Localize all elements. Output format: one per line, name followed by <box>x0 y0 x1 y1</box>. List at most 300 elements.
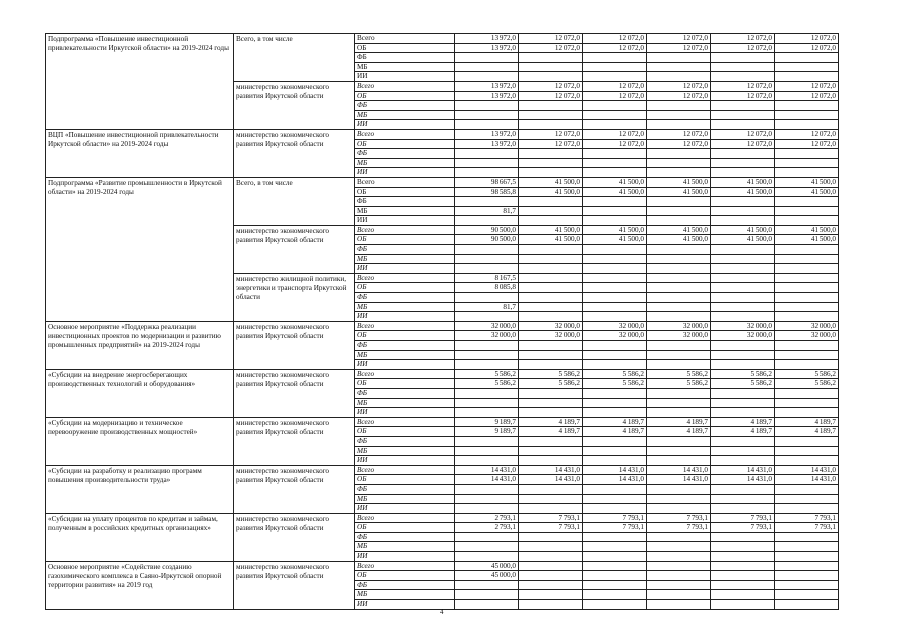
amount-cell: 14 431,0 <box>711 465 775 475</box>
amount-cell <box>583 206 647 216</box>
amount-cell <box>647 72 711 82</box>
amount-cell: 41 500,0 <box>647 235 711 245</box>
amount-cell: 5 586,2 <box>775 379 839 389</box>
executor-cell: Всего, в том числе <box>234 34 355 82</box>
amount-cell <box>711 504 775 514</box>
amount-cell <box>455 350 519 360</box>
funding-source-cell: ФБ <box>355 484 455 494</box>
amount-cell: 13 972,0 <box>455 129 519 139</box>
amount-cell <box>711 561 775 571</box>
amount-cell <box>647 245 711 255</box>
amount-cell <box>583 408 647 418</box>
program-name-cell: «Субсидии на уплату процентов по кредитам и займам, полученным в российских кредитных организациях» <box>46 513 234 561</box>
amount-cell <box>775 484 839 494</box>
funding-source-cell: ФБ <box>355 341 455 351</box>
amount-cell <box>519 62 583 72</box>
amount-cell <box>455 600 519 610</box>
amount-cell: 12 072,0 <box>647 43 711 53</box>
amount-cell <box>775 341 839 351</box>
amount-cell <box>711 341 775 351</box>
funding-source-cell: ОБ <box>355 187 455 197</box>
program-name-cell: «Субсидии на модернизацию и техническое перевооружение производственных мощностей» <box>46 417 234 465</box>
program-name-cell: Основное мероприятие «Поддержка реализации инвестиционных проектов по модернизации и развитию промышленных предприятий» на 2019-2024 годы <box>46 321 234 369</box>
amount-cell <box>583 590 647 600</box>
budget-table-body <box>46 34 839 610</box>
amount-cell: 7 793,1 <box>647 523 711 533</box>
funding-source-cell: ОБ <box>355 139 455 149</box>
amount-cell <box>647 360 711 370</box>
amount-cell <box>711 580 775 590</box>
amount-cell <box>455 436 519 446</box>
amount-cell <box>519 388 583 398</box>
amount-cell: 98 667,5 <box>455 177 519 187</box>
funding-source-cell: ИИ <box>355 360 455 370</box>
amount-cell: 41 500,0 <box>647 187 711 197</box>
amount-cell <box>455 264 519 274</box>
funding-source-cell: ИИ <box>355 120 455 130</box>
amount-cell <box>775 446 839 456</box>
amount-cell: 81,7 <box>455 302 519 312</box>
amount-cell <box>711 197 775 207</box>
amount-cell <box>455 110 519 120</box>
funding-source-cell: Всего <box>355 513 455 523</box>
funding-source-cell: Всего <box>355 321 455 331</box>
amount-cell <box>775 120 839 130</box>
amount-cell <box>775 532 839 542</box>
funding-source-cell: ФБ <box>355 436 455 446</box>
table-row <box>46 465 839 475</box>
amount-cell <box>775 264 839 274</box>
amount-cell <box>647 590 711 600</box>
funding-source-cell: ИИ <box>355 312 455 322</box>
amount-cell <box>455 580 519 590</box>
funding-source-cell: ИИ <box>355 264 455 274</box>
amount-cell <box>775 561 839 571</box>
amount-cell <box>455 53 519 63</box>
amount-cell <box>583 283 647 293</box>
amount-cell <box>519 350 583 360</box>
amount-cell <box>455 62 519 72</box>
amount-cell: 5 586,2 <box>455 379 519 389</box>
amount-cell <box>775 283 839 293</box>
amount-cell <box>775 436 839 446</box>
amount-cell: 2 793,1 <box>455 523 519 533</box>
funding-source-cell: Всего <box>355 34 455 44</box>
amount-cell <box>455 168 519 178</box>
amount-cell <box>711 408 775 418</box>
executor-cell: министерство жилищной политики, энергетики и транспорта Иркутской области <box>234 273 355 321</box>
amount-cell <box>455 542 519 552</box>
amount-cell: 12 072,0 <box>711 139 775 149</box>
amount-cell <box>455 120 519 130</box>
amount-cell: 41 500,0 <box>775 235 839 245</box>
funding-source-cell: Всего <box>355 129 455 139</box>
amount-cell <box>711 600 775 610</box>
amount-cell: 5 586,2 <box>711 369 775 379</box>
table-row <box>46 321 839 331</box>
amount-cell <box>647 552 711 562</box>
amount-cell <box>519 398 583 408</box>
amount-cell <box>583 580 647 590</box>
amount-cell: 12 072,0 <box>583 43 647 53</box>
executor-cell: министерство экономического развития Иркутской области <box>234 465 355 513</box>
amount-cell <box>711 101 775 111</box>
amount-cell: 12 072,0 <box>647 91 711 101</box>
amount-cell: 32 000,0 <box>455 321 519 331</box>
amount-cell <box>519 158 583 168</box>
amount-cell <box>647 120 711 130</box>
funding-source-cell: Всего <box>355 273 455 283</box>
amount-cell: 32 000,0 <box>647 321 711 331</box>
amount-cell <box>455 149 519 159</box>
amount-cell <box>711 120 775 130</box>
funding-source-cell: МБ <box>355 494 455 504</box>
amount-cell <box>519 101 583 111</box>
funding-source-cell: ИИ <box>355 168 455 178</box>
amount-cell <box>583 504 647 514</box>
amount-cell <box>775 542 839 552</box>
amount-cell <box>647 350 711 360</box>
amount-cell <box>455 388 519 398</box>
amount-cell <box>711 72 775 82</box>
table-row <box>46 513 839 523</box>
amount-cell: 8 085,8 <box>455 283 519 293</box>
amount-cell: 45 000,0 <box>455 571 519 581</box>
amount-cell <box>711 446 775 456</box>
amount-cell <box>583 341 647 351</box>
program-name-cell: Основное мероприятие «Содействие созданию газохимического комплекса в Саяно-Иркутской опорной территории развития» на 2019 год <box>46 561 234 609</box>
amount-cell: 12 072,0 <box>775 34 839 44</box>
amount-cell <box>583 600 647 610</box>
funding-source-cell: ФБ <box>355 149 455 159</box>
table-row <box>46 34 839 44</box>
amount-cell <box>519 600 583 610</box>
amount-cell <box>647 436 711 446</box>
executor-cell: министерство экономического развития Иркутской области <box>234 417 355 465</box>
funding-source-cell: ИИ <box>355 456 455 466</box>
amount-cell: 13 972,0 <box>455 91 519 101</box>
table-row <box>46 561 839 571</box>
amount-cell <box>647 216 711 226</box>
funding-source-cell: ИИ <box>355 408 455 418</box>
amount-cell <box>775 600 839 610</box>
amount-cell: 14 431,0 <box>455 475 519 485</box>
amount-cell <box>519 283 583 293</box>
funding-source-cell: ФБ <box>355 293 455 303</box>
amount-cell: 12 072,0 <box>775 129 839 139</box>
amount-cell <box>455 398 519 408</box>
amount-cell: 12 072,0 <box>519 43 583 53</box>
amount-cell: 4 189,7 <box>519 417 583 427</box>
amount-cell <box>647 456 711 466</box>
amount-cell: 13 972,0 <box>455 81 519 91</box>
amount-cell <box>775 158 839 168</box>
funding-source-cell: Всего <box>355 561 455 571</box>
amount-cell <box>647 206 711 216</box>
amount-cell: 12 072,0 <box>775 81 839 91</box>
amount-cell <box>455 216 519 226</box>
amount-cell: 32 000,0 <box>775 331 839 341</box>
amount-cell <box>711 254 775 264</box>
amount-cell: 41 500,0 <box>711 225 775 235</box>
amount-cell: 7 793,1 <box>519 513 583 523</box>
amount-cell <box>583 197 647 207</box>
amount-cell <box>519 206 583 216</box>
amount-cell: 41 500,0 <box>519 187 583 197</box>
amount-cell: 12 072,0 <box>519 91 583 101</box>
amount-cell: 12 072,0 <box>647 81 711 91</box>
amount-cell <box>583 388 647 398</box>
executor-cell: министерство экономического развития Иркутской области <box>234 369 355 417</box>
amount-cell <box>519 120 583 130</box>
amount-cell: 32 000,0 <box>455 331 519 341</box>
amount-cell: 9 189,7 <box>455 427 519 437</box>
amount-cell: 32 000,0 <box>775 321 839 331</box>
funding-source-cell: ФБ <box>355 197 455 207</box>
amount-cell <box>775 197 839 207</box>
amount-cell <box>519 216 583 226</box>
amount-cell <box>775 110 839 120</box>
amount-cell <box>711 283 775 293</box>
amount-cell: 12 072,0 <box>583 81 647 91</box>
amount-cell <box>647 532 711 542</box>
funding-source-cell: ОБ <box>355 427 455 437</box>
amount-cell <box>775 571 839 581</box>
amount-cell: 12 072,0 <box>583 129 647 139</box>
amount-cell: 41 500,0 <box>583 177 647 187</box>
amount-cell: 13 972,0 <box>455 139 519 149</box>
amount-cell <box>583 72 647 82</box>
amount-cell <box>519 494 583 504</box>
amount-cell <box>775 216 839 226</box>
amount-cell <box>583 120 647 130</box>
amount-cell: 4 189,7 <box>647 417 711 427</box>
amount-cell <box>583 168 647 178</box>
amount-cell <box>519 590 583 600</box>
amount-cell: 5 586,2 <box>647 369 711 379</box>
amount-cell: 90 500,0 <box>455 235 519 245</box>
amount-cell <box>455 72 519 82</box>
funding-source-cell: МБ <box>355 590 455 600</box>
amount-cell <box>775 53 839 63</box>
amount-cell <box>775 590 839 600</box>
amount-cell: 14 431,0 <box>711 475 775 485</box>
amount-cell <box>583 494 647 504</box>
amount-cell <box>711 532 775 542</box>
amount-cell: 9 189,7 <box>455 417 519 427</box>
amount-cell <box>711 206 775 216</box>
amount-cell: 41 500,0 <box>711 177 775 187</box>
amount-cell <box>647 62 711 72</box>
amount-cell <box>647 446 711 456</box>
amount-cell: 41 500,0 <box>711 187 775 197</box>
amount-cell: 5 586,2 <box>519 369 583 379</box>
amount-cell: 7 793,1 <box>711 523 775 533</box>
amount-cell <box>647 302 711 312</box>
program-name-cell: ВЦП «Повышение инвестиционной привлекательности Иркутской области» на 2019-2024 годы <box>46 129 234 177</box>
amount-cell: 41 500,0 <box>711 235 775 245</box>
amount-cell <box>455 446 519 456</box>
amount-cell: 12 072,0 <box>775 43 839 53</box>
amount-cell: 32 000,0 <box>519 331 583 341</box>
amount-cell: 14 431,0 <box>775 465 839 475</box>
amount-cell <box>711 494 775 504</box>
amount-cell: 45 000,0 <box>455 561 519 571</box>
amount-cell: 12 072,0 <box>519 129 583 139</box>
amount-cell <box>711 456 775 466</box>
amount-cell: 7 793,1 <box>711 513 775 523</box>
amount-cell <box>519 110 583 120</box>
amount-cell <box>775 580 839 590</box>
amount-cell: 41 500,0 <box>775 225 839 235</box>
amount-cell <box>583 293 647 303</box>
amount-cell <box>647 341 711 351</box>
amount-cell <box>519 552 583 562</box>
amount-cell <box>711 436 775 446</box>
executor-cell: министерство экономического развития Иркутской области <box>234 129 355 177</box>
funding-source-cell: ФБ <box>355 388 455 398</box>
amount-cell <box>647 600 711 610</box>
amount-cell <box>583 273 647 283</box>
amount-cell: 7 793,1 <box>583 513 647 523</box>
amount-cell: 41 500,0 <box>583 187 647 197</box>
funding-source-cell: ИИ <box>355 600 455 610</box>
amount-cell <box>775 312 839 322</box>
amount-cell <box>647 504 711 514</box>
amount-cell <box>583 360 647 370</box>
amount-cell <box>455 360 519 370</box>
amount-cell <box>775 504 839 514</box>
amount-cell <box>647 571 711 581</box>
amount-cell <box>647 561 711 571</box>
amount-cell: 12 072,0 <box>519 34 583 44</box>
amount-cell <box>647 101 711 111</box>
amount-cell: 5 586,2 <box>519 379 583 389</box>
amount-cell: 81,7 <box>455 206 519 216</box>
amount-cell <box>583 542 647 552</box>
amount-cell <box>711 293 775 303</box>
amount-cell: 12 072,0 <box>711 43 775 53</box>
amount-cell: 12 072,0 <box>711 34 775 44</box>
amount-cell <box>519 264 583 274</box>
executor-cell: министерство экономического развития Иркутской области <box>234 225 355 273</box>
amount-cell <box>519 446 583 456</box>
amount-cell: 32 000,0 <box>647 331 711 341</box>
amount-cell: 5 586,2 <box>711 379 775 389</box>
amount-cell: 12 072,0 <box>775 139 839 149</box>
funding-source-cell: ФБ <box>355 53 455 63</box>
amount-cell <box>519 245 583 255</box>
amount-cell <box>711 542 775 552</box>
amount-cell <box>647 53 711 63</box>
executor-cell: министерство экономического развития Иркутской области <box>234 81 355 129</box>
amount-cell: 12 072,0 <box>519 139 583 149</box>
amount-cell <box>647 484 711 494</box>
executor-cell: министерство экономического развития Иркутской области <box>234 561 355 609</box>
amount-cell: 13 972,0 <box>455 34 519 44</box>
amount-cell <box>583 110 647 120</box>
amount-cell: 41 500,0 <box>647 177 711 187</box>
amount-cell <box>775 360 839 370</box>
amount-cell: 7 793,1 <box>775 513 839 523</box>
amount-cell <box>519 360 583 370</box>
funding-source-cell: МБ <box>355 542 455 552</box>
executor-cell: министерство экономического развития Иркутской области <box>234 513 355 561</box>
amount-cell: 2 793,1 <box>455 513 519 523</box>
amount-cell: 7 793,1 <box>519 523 583 533</box>
amount-cell <box>455 158 519 168</box>
amount-cell <box>647 542 711 552</box>
amount-cell <box>647 273 711 283</box>
amount-cell: 32 000,0 <box>583 321 647 331</box>
amount-cell <box>647 254 711 264</box>
amount-cell <box>583 62 647 72</box>
table-row <box>46 177 839 187</box>
amount-cell <box>519 293 583 303</box>
amount-cell <box>647 158 711 168</box>
amount-cell <box>711 168 775 178</box>
amount-cell <box>775 456 839 466</box>
amount-cell <box>583 484 647 494</box>
amount-cell <box>455 254 519 264</box>
amount-cell <box>519 571 583 581</box>
amount-cell <box>775 72 839 82</box>
program-name-cell: Подпрограмма «Развитие промышленности в Иркутской области» на 2019-2024 годы <box>46 177 234 321</box>
amount-cell <box>583 561 647 571</box>
amount-cell: 12 072,0 <box>519 81 583 91</box>
amount-cell <box>711 110 775 120</box>
amount-cell <box>775 494 839 504</box>
amount-cell: 4 189,7 <box>711 427 775 437</box>
budget-table-page <box>45 33 838 610</box>
amount-cell: 12 072,0 <box>775 91 839 101</box>
amount-cell <box>519 436 583 446</box>
amount-cell <box>647 398 711 408</box>
funding-source-cell: МБ <box>355 446 455 456</box>
amount-cell: 14 431,0 <box>519 475 583 485</box>
amount-cell <box>775 552 839 562</box>
amount-cell <box>455 197 519 207</box>
amount-cell: 12 072,0 <box>711 91 775 101</box>
amount-cell <box>519 197 583 207</box>
amount-cell <box>711 264 775 274</box>
amount-cell <box>775 245 839 255</box>
amount-cell <box>583 245 647 255</box>
amount-cell <box>519 408 583 418</box>
amount-cell <box>775 168 839 178</box>
amount-cell: 5 586,2 <box>775 369 839 379</box>
amount-cell <box>647 283 711 293</box>
funding-source-cell: ОБ <box>355 523 455 533</box>
amount-cell <box>711 388 775 398</box>
funding-source-cell: МБ <box>355 350 455 360</box>
amount-cell <box>455 532 519 542</box>
amount-cell: 12 072,0 <box>647 139 711 149</box>
amount-cell: 13 972,0 <box>455 43 519 53</box>
amount-cell <box>519 561 583 571</box>
amount-cell: 12 072,0 <box>647 129 711 139</box>
amount-cell: 4 189,7 <box>775 417 839 427</box>
amount-cell <box>519 312 583 322</box>
funding-source-cell: ИИ <box>355 504 455 514</box>
amount-cell: 41 500,0 <box>583 225 647 235</box>
amount-cell <box>775 350 839 360</box>
amount-cell <box>455 408 519 418</box>
amount-cell <box>583 264 647 274</box>
funding-source-cell: ФБ <box>355 532 455 542</box>
amount-cell: 4 189,7 <box>647 427 711 437</box>
amount-cell: 41 500,0 <box>519 177 583 187</box>
